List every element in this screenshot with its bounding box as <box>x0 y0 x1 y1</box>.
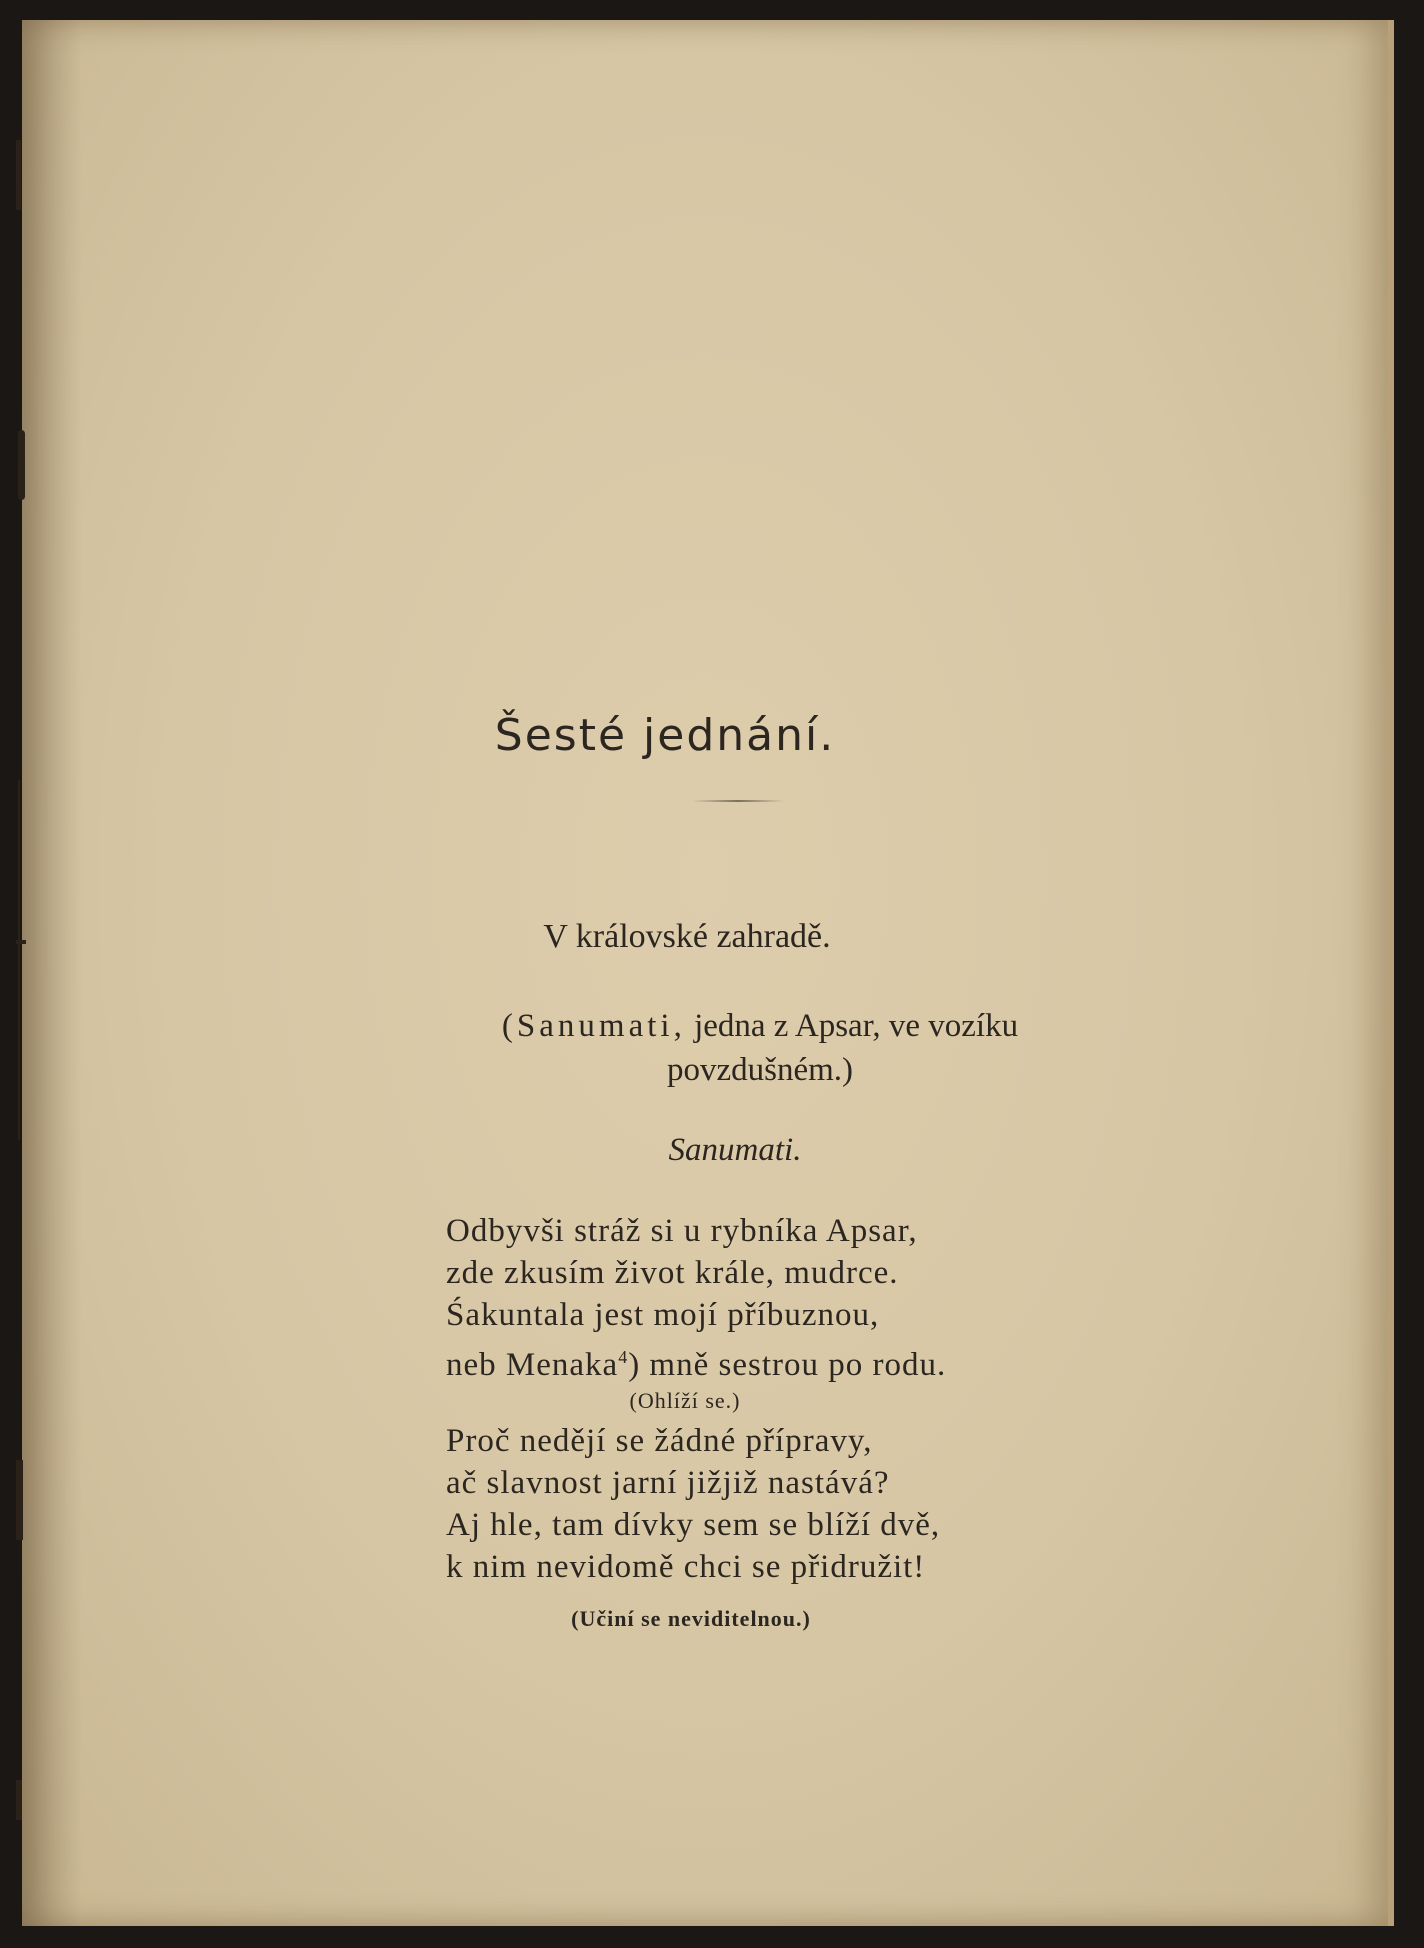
title-rule <box>692 800 784 802</box>
verse-line <box>446 1336 946 1386</box>
stage-direction-text: jedna z Apsar, ve vozíku <box>694 1008 1019 1044</box>
act-title: Šesté jednání. <box>494 710 836 761</box>
stage-direction-look: (Ohlíží se.) <box>629 1388 741 1413</box>
stage-direction-name: (Sanumati, <box>501 1008 686 1044</box>
verse-text: ) mně sestrou po rodu. <box>628 1347 947 1383</box>
stage-direction-invisible: (Učiní se neviditelnou.) <box>571 1606 811 1631</box>
verse-line: Odbyvši stráž si u rybníka Apsar, <box>446 1213 918 1249</box>
verse-text: neb Menaka <box>446 1347 619 1383</box>
page-content <box>22 20 1388 1926</box>
margin-mark <box>16 140 21 210</box>
stage-direction <box>430 1004 1090 1092</box>
scene-setting: V královské zahradě. <box>543 918 831 955</box>
verse-line: zde zkusím život krále, mudrce. <box>446 1255 899 1291</box>
margin-mark <box>18 780 20 1140</box>
verse-line: ač slavnost jarní jižjiž nastává? <box>446 1465 890 1501</box>
footnote-marker: 4 <box>618 1347 629 1367</box>
book-page <box>22 20 1394 1926</box>
stage-direction-line-2: povzdušném.) <box>666 1052 854 1088</box>
verse-line: Aj hle, tam dívky sem se blíží dvě, <box>446 1507 941 1543</box>
verse-line: Proč nedějí se žádné přípravy, <box>446 1423 873 1459</box>
verse-line: Śakuntala jest mojí příbuznou, <box>446 1297 880 1333</box>
stage-direction-line-1 <box>430 1004 1090 1048</box>
speaker-name: Sanumati. <box>668 1132 802 1168</box>
verse-line: k nim nevidomě chci se přidružit! <box>446 1549 926 1585</box>
